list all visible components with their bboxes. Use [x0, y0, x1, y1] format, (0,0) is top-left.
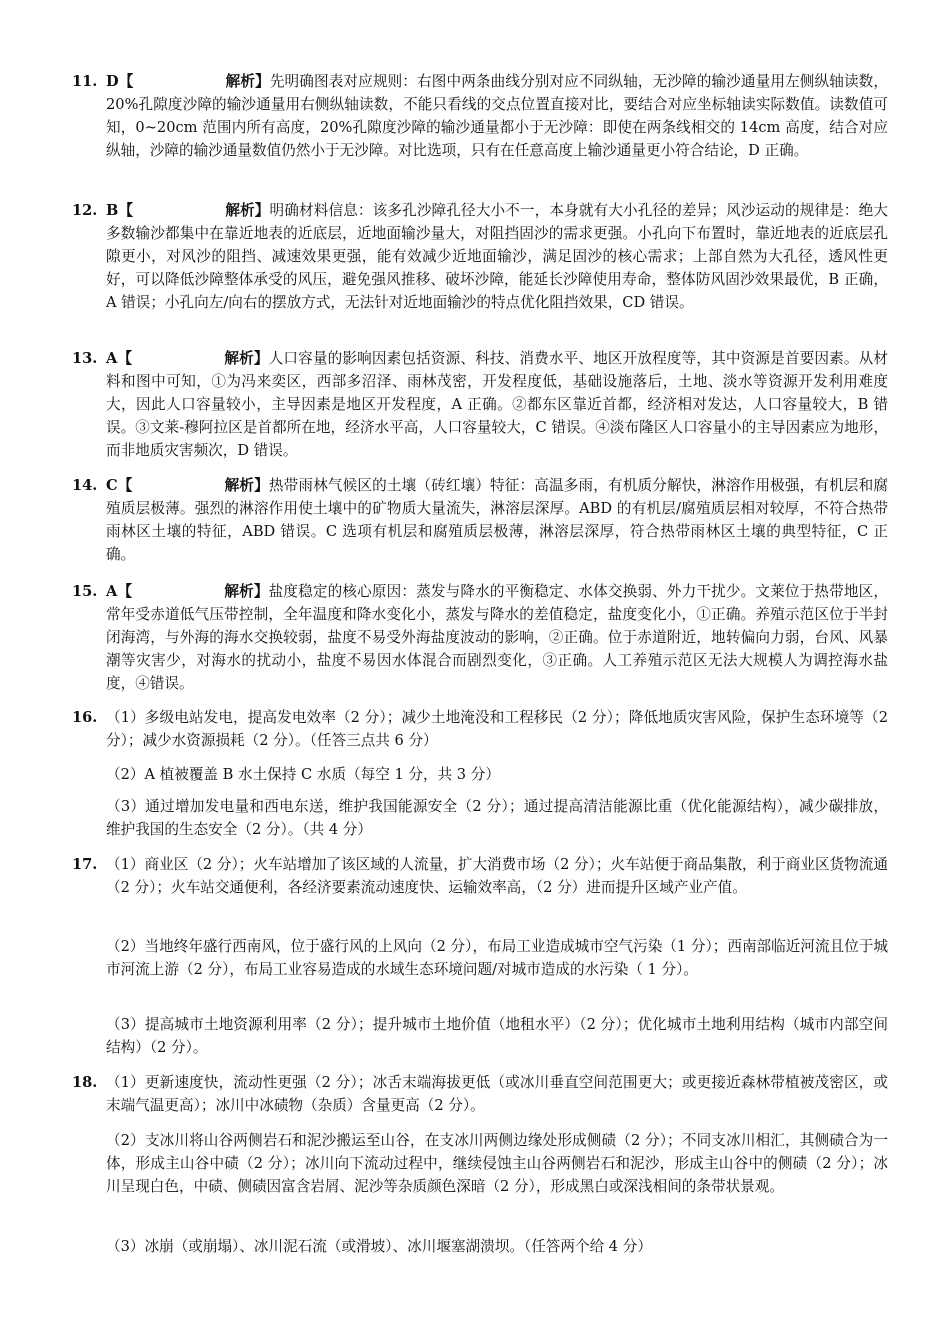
question-explanation: [106, 580, 888, 695]
question-15: [72, 580, 888, 695]
answer-part-3: （3）提高城市土地资源利用率（2 分）；提升城市土地价值（地租水平）（2 分）；优化城市土地利用结构（城市内部空间结构）（2 分）。: [106, 1016, 888, 1056]
answer-part-3: （3）冰崩（或崩塌）、冰川泥石流（或滑坡）、冰川堰塞湖溃坝。（任答两个给 4 分）: [106, 1238, 652, 1255]
question-16-part-2: [72, 763, 888, 786]
answer-letter: A【: [106, 583, 133, 600]
question-12: [72, 199, 888, 314]
question-number: 15.: [72, 583, 98, 600]
question-number: 18.: [72, 1074, 98, 1091]
question-13: [72, 347, 888, 462]
explanation-text: 明确材料信息：该多孔沙障孔径大小不一，本身就有大小孔径的差异；风沙运动的规律是：绝大多数输沙都集中在靠近地表的近底层，近地面输沙量大，对阻挡固沙的需求更强。小孔向下布置时，靠近地表的近底层孔隙更小，对风沙的阻挡、减速效果更强，能有效减少近地面输沙，满足固沙的核心需求；上部自然为大孔径，透风性更好，可以降低沙障整体承受的风压，避免强风推移、破坏沙障，能延长沙障使用寿命，整体防风固沙效果最优，B 正确，A 错误；小孔向左/向右的摆放方式，无法针对近地面输沙的特点优化阻挡效果，CD 错误。: [106, 202, 888, 311]
question-explanation: [106, 347, 888, 462]
question-17-part-2: [72, 935, 888, 981]
answer-letter: A【: [106, 350, 133, 367]
answer-letter: D【: [106, 73, 134, 90]
answer-part-2: （2）当地终年盛行西南风，位于盛行风的上风向（2 分），布局工业造成城市空气污染（1 分）；西南部临近河流且位于城市河流上游（2 分），布局工业容易造成的水域生态环境问题/对城市造成的水污染（ 1 分）。: [106, 938, 888, 978]
question-explanation: [106, 199, 888, 314]
question-explanation: [106, 474, 888, 566]
question-number: 11.: [72, 73, 98, 90]
question-number: 16.: [72, 709, 98, 726]
question-18-part-3: [72, 1235, 888, 1258]
answer-letter: C【: [106, 477, 133, 494]
question-explanation: [106, 70, 888, 162]
explanation-text: 盐度稳定的核心原因：蒸发与降水的平衡稳定、水体交换弱、外力干扰少。文莱位于热带地区，常年受赤道低气压带控制，全年温度和降水变化小，蒸发与降水的差值稳定，盐度变化小，①正确。养殖示范区位于半封闭海湾，与外海的海水交换较弱，盐度不易受外海盐度波动的影响，②正确。位于赤道附近，地转偏向力弱，台风、风暴潮等灾害少，对海水的扰动小，盐度不易因水体混合而剧烈变化，③正确。人工养殖示范区无法大规模人为调控海水盐度，④错误。: [106, 583, 888, 692]
question-number: 13.: [72, 350, 98, 367]
answer-part-2: （2）A 植被覆盖 B 水土保持 C 水质（每空 1 分，共 3 分）: [106, 766, 500, 783]
question-number: 14.: [72, 477, 98, 494]
question-18: [72, 1071, 888, 1117]
question-16: [72, 706, 888, 752]
question-number: 17.: [72, 856, 98, 873]
question-11: [72, 70, 888, 162]
explanation-text: 人口容量的影响因素包括资源、科技、消费水平、地区开放程度等，其中资源是首要因素。从材料和图中可知，①为冯来奕区，西部多沼泽、雨林茂密，开发程度低，基础设施落后，土地、淡水等资源开发利用难度大，因此人口容量较小，主导因素是地区开发程度，A 正确。②都东区靠近首都，经济相对发达，人口容量较大，B 错误。③文莱-穆阿拉区是首都所在地，经济水平高，人口容量较大，C 错误。④淡布隆区人口容量小的主导因素应为地形，而非地质灾害频次，D 错误。: [106, 350, 888, 459]
answer-part-1: （1）更新速度快，流动性更强（2 分）；冰舌末端海拔更低（或冰川垂直空间范围更大；或更接近森林带植被茂密区，或末端气温更高）；冰川中冰碛物（杂质）含量更高（2 分）。: [106, 1074, 888, 1114]
analysis-tag: 解析】: [224, 350, 269, 367]
answer-part-1: （1）多级电站发电，提高发电效率（2 分）；减少土地淹没和工程移民（2 分）；降低地质灾害风险，保护生态环境等（2 分）；减少水资源损耗（2 分）。（任答三点共 6 分）: [106, 709, 888, 749]
analysis-tag: 解析】: [225, 202, 270, 219]
question-17: [72, 853, 888, 899]
question-16-part-3: [72, 795, 888, 841]
question-18-part-2: [72, 1129, 888, 1198]
explanation-text: 热带雨林气候区的土壤（砖红壤）特征：高温多雨，有机质分解快，淋溶作用极强，有机层和腐殖质层极薄。强烈的淋溶作用使土壤中的矿物质大量流失，淋溶层深厚。ABD 的有机层/腐殖质层相对较厚，不符合热带雨林区土壤的特征，ABD 错误。C 选项有机层和腐殖质层极薄，淋溶层深厚，符合热带雨林区土壤的典型特征，C 正确。: [106, 477, 888, 563]
analysis-tag: 解析】: [224, 583, 269, 600]
question-14: [72, 474, 888, 566]
question-number: 12.: [72, 202, 98, 219]
analysis-tag: 解析】: [224, 477, 269, 494]
answer-part-2: （2）支冰川将山谷两侧岩石和泥沙搬运至山谷，在支冰川两侧边缘处形成侧碛（2 分）；不同支冰川相汇，其侧碛合为一体，形成主山谷中碛（2 分）；冰川向下流动过程中，继续侵蚀主山谷两侧岩石和泥沙，形成主山谷中的侧碛（2 分）；冰川呈现白色，中碛、侧碛因富含岩屑、泥沙等杂质颜色深暗（2 分），形成黑白或深浅相间的条带状景观。: [106, 1132, 888, 1195]
answer-part-3: （3）通过增加发电量和西电东送，维护我国能源安全（2 分）；通过提高清洁能源比重（优化能源结构），减少碳排放，维护我国的生态安全（2 分）。（共 4 分）: [106, 798, 888, 838]
answer-part-1: （1）商业区（2 分）；火车站增加了该区域的人流量，扩大消费市场（2 分）；火车站便于商品集散，利于商业区货物流通（2 分）；火车站交通便利，各经济要素流动速度快、运输效率高，（2 分）进而提升区域产业产值。: [106, 856, 888, 896]
answer-letter: B【: [106, 202, 134, 219]
analysis-tag: 解析】: [225, 73, 270, 90]
question-17-part-3: [72, 1013, 888, 1059]
explanation-text: 先明确图表对应规则：右图中两条曲线分别对应不同纵轴，无沙障的输沙通量用左侧纵轴读数，20%孔隙度沙障的输沙通量用右侧纵轴读数，不能只看线的交点位置直接对比，要结合对应坐标轴读实际数值。读数值可知，0~20cm 范围内所有高度，20%孔隙度沙障的输沙通量都小于无沙障：即使在两条线相交的 14cm 高度，结合对应纵轴，沙障的输沙通量数值仍然小于无沙障。对比选项，只有在任意高度上输沙通量更小符合结论，D 正确。: [106, 73, 888, 159]
